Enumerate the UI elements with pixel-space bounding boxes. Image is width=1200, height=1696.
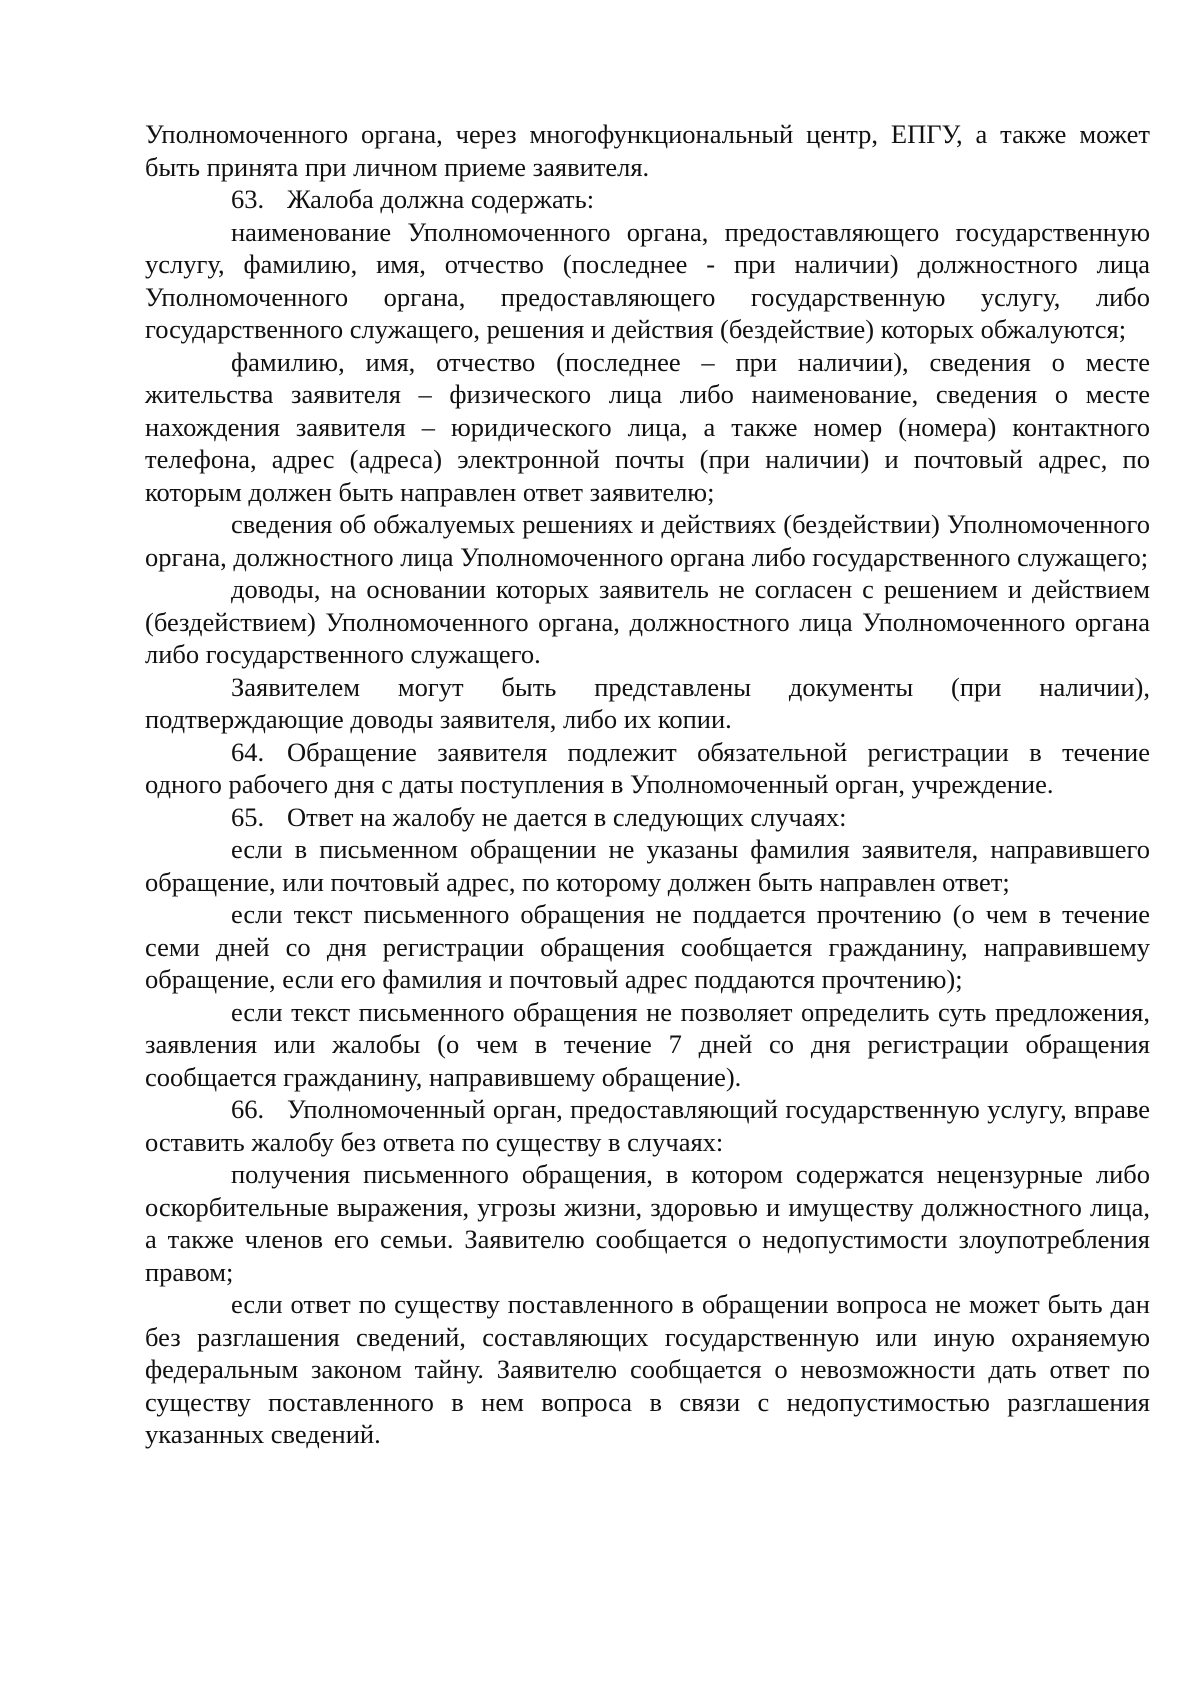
paragraph-continuation: Уполномоченного органа, через многофункциональный центр, ЕПГУ, а также может быть принята при личном приеме заявителя.	[145, 119, 1150, 182]
paragraph-66: 66. Уполномоченный орган, предоставляющий государственную услугу, вправе оставить жалобу без ответа по существу в случаях:	[145, 1094, 1150, 1157]
clause-number: 64.	[231, 736, 265, 767]
paragraph-item: если текст письменного обращения не позволяет определить суть предложения, заявления или жалобы (о чем в течение 7 дней со дня регистрации обращения сообщается гражданину, направившему обращение).	[145, 996, 1150, 1092]
document-page	[145, 118, 1150, 1451]
clause-number: 63.	[231, 184, 265, 214]
clause-number: 66.	[231, 1094, 265, 1124]
paragraph-65: 65. Ответ на жалобу не дается в следующих случаях:	[231, 801, 847, 832]
paragraph-item: фамилию, имя, отчество (последнее – при наличии), сведения о месте жительства заявителя – физического лица либо наименование, сведения о месте нахождения заявителя – юридического лица, а также номер (номера) контактного телефона, адрес (адреса) электронной почты (при наличии) и почтовый адрес, по которым должен быть направлен ответ заявителю;	[145, 346, 1150, 507]
paragraph-item: если в письменном обращении не указаны фамилия заявителя, направившего обращение, или почтовый адрес, по которому должен быть направлен ответ;	[145, 834, 1150, 897]
paragraph-item: если текст письменного обращения не поддается прочтению (о чем в течение семи дней со дня регистрации обращения сообщается гражданину, направившему обращение, если его фамилия и почтовый адрес поддаются прочтению);	[145, 899, 1150, 994]
clause-number: 65.	[231, 801, 265, 832]
paragraph-item: если ответ по существу поставленного в обращении вопроса не может быть дан без разглашения сведений, составляющих государственную или иную охраняемую федеральным законом тайну. Заявителю сообщается о невозможности дать ответ по существу поставленного в нем вопроса в связи с недопустимостью разглашения указанных сведений.	[145, 1289, 1150, 1449]
paragraph-item: Заявителем могут быть представлены документы (при наличии), подтверждающие доводы заявителя, либо их копии.	[145, 671, 1150, 734]
paragraph-item: получения письменного обращения, в котором содержатся нецензурные либо оскорбительные выражения, угрозы жизни, здоровью и имуществу должностного лица, а также членов его семьи. Заявителю сообщается о недопустимости злоупотребления правом;	[145, 1159, 1150, 1287]
paragraph-64: 64. Обращение заявителя подлежит обязательной регистрации в течение одного рабочего дня с даты поступления в Уполномоченный орган, учреждение.	[145, 736, 1150, 799]
paragraph-item: наименование Уполномоченного органа, предоставляющего государственную услугу, фамилию, имя, отчество (последнее - при наличии) должностного лица Уполномоченного органа, предоставляющего государственную услугу, либо государственного служащего, решения и действия (бездействие) которых обжалуются;	[145, 216, 1150, 344]
paragraph-item: доводы, на основании которых заявитель не согласен с решением и действием (бездействием) Уполномоченного органа, должностного лица Уполномоченного органа либо государственного служащего.	[145, 574, 1150, 669]
paragraph-item: сведения об обжалуемых решениях и действиях (бездействии) Уполномоченного органа, должностного лица Уполномоченного органа либо государственного служащего;	[145, 509, 1150, 572]
paragraph-63: 63. Жалоба должна содержать:	[231, 184, 595, 214]
